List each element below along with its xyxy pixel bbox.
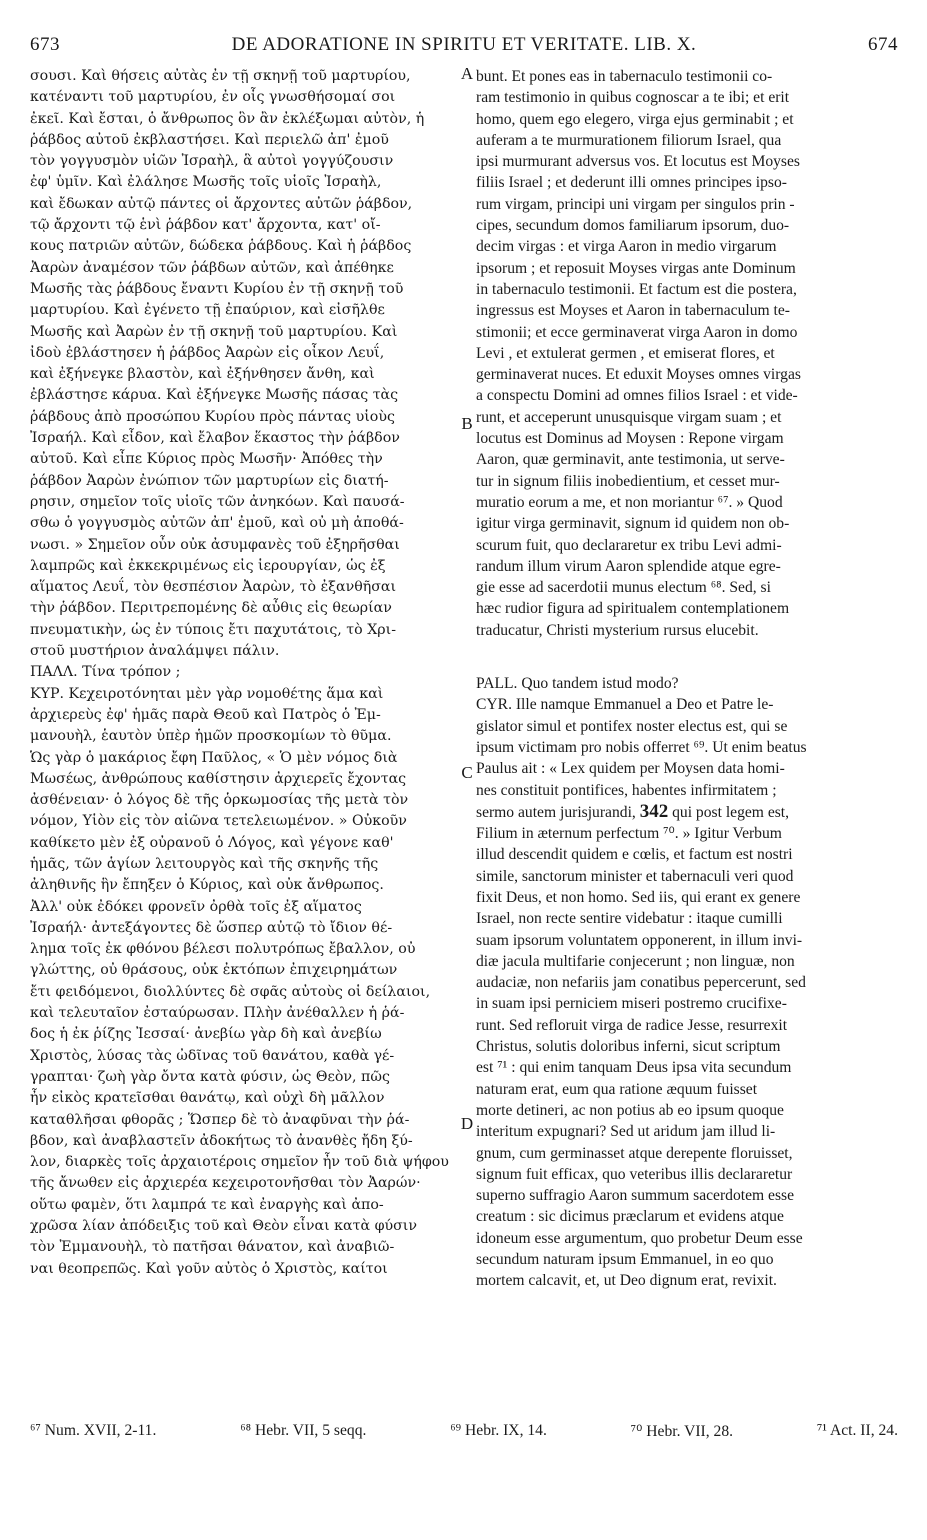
greek-text-line: ἔτι φειδόμενοι, διολλύντες δὲ σφᾶς αὐτοὺς οἱ δείλαιοι, xyxy=(30,983,431,1000)
latin-text-line: ipsum victimam pro nobis offerret ⁶⁹. Ut enim beatus xyxy=(476,738,807,756)
greek-text-line: ρησιν, σημεῖον τοῖς υἱοῖς τῶν ἀνηκόων. Καὶ παυσά- xyxy=(30,493,405,510)
greek-text-line: ἦν εἰκὸς κρατεῖσθαι θανάτῳ, καὶ οὐχὶ δὴ μᾶλλον xyxy=(30,1090,385,1107)
latin-text-line: ipsi murmurant adversus vos. Et locutus est Moyses xyxy=(476,153,800,171)
latin-text-line: homo, quem ego elegero, virga ejus germinabit ; et xyxy=(476,110,794,128)
greek-text-line: αἵματος Λευΐ, τὸν θεσπέσιον Ἀαρὼν, τὸ ἐξανθῆσαι xyxy=(30,579,397,596)
latin-text-line: Aaron, quæ germinavit, ante testimonia, ut serve- xyxy=(476,451,785,469)
greek-text-line: στοῦ μυστήριον ἀναλάμψει πάλιν. xyxy=(30,643,280,660)
latin-column xyxy=(476,66,898,1292)
running-header xyxy=(30,34,898,60)
latin-text-line: igitur virga germinavit, signum id quidem non ob- xyxy=(476,515,790,533)
greek-text-line: τὸν γογγυσμὸν υἱῶν Ἰσραὴλ, ἃ αὐτοὶ γογγύζουσιν xyxy=(30,153,394,170)
latin-text-line: illud descendit quidem e cœlis, et factum est nostri xyxy=(476,846,793,864)
greek-text-line: ἀσθένειαν· ὁ λόγος δὲ τῆς ὁρκωμοσίας τῆς μετὰ τὸν xyxy=(30,792,409,809)
latin-text-line: idoneum esse argumentum, quo probetur Deum esse xyxy=(476,1229,803,1247)
latin-text-line: in suam ipsi perniciem miseri postremo crucifixe- xyxy=(476,995,787,1013)
greek-column xyxy=(30,66,458,1280)
latin-text-line: hæc rudior figura ad spiritualem contemplationem xyxy=(476,600,790,618)
greek-text-line: ἰδοὺ ἐβλάστησεν ἡ ῥάβδος Ἀαρὼν εἰς οἶκον Λευΐ, xyxy=(30,344,385,361)
footnote: ⁷⁰ Hebr. VII, 28. xyxy=(630,1423,734,1440)
greek-text-line: καταθλῆσαι φθορᾶς ; Ὥσπερ δὲ τὸ ἀναφῦναι τὴν ῥά- xyxy=(30,1111,410,1128)
latin-text-line: creatum : sic dicimus præclarum et evidens atque xyxy=(476,1208,784,1226)
greek-text-line: καὶ ἐξήνεγκε βλαστὸν, καὶ ἐξήνθησεν ἄνθη, καὶ xyxy=(30,366,375,383)
latin-text-line: signum fuit efficax, quo veteribus illis declararetur xyxy=(476,1165,793,1183)
latin-text-line: fixit Deus, et non homo. Sed iis, qui erant ex genere xyxy=(476,888,801,906)
latin-text-fragment: sermo autem jurisjurandi, xyxy=(476,803,640,821)
greek-text-line: ἐκεῖ. Καὶ ἔσται, ὁ ἄνθρωπος ὃν ἂν ἐκλέξωμαι αὐτὸν, ἡ xyxy=(30,110,425,127)
greek-text-line: ἐβλάστησε κάρυα. Καὶ ἐξήνεγκε Μωσῆς πάσας τὰς xyxy=(30,387,399,404)
greek-text-line: τῆς ἄνωθεν εἰς ἀρχιερέα κεχειροτονῆσθαι τὸν Ἀαρών· xyxy=(30,1175,421,1192)
greek-text-line: τὴν ῥάβδον. Περιτρεπομένης δὲ αὖθις εἰς θεωρίαν xyxy=(30,600,392,617)
latin-text-line: Israel, non recte sentire videbatur : itaque cumilli xyxy=(476,910,783,928)
page-number-right: 674 xyxy=(868,34,898,55)
latin-text-line: diæ jacula multifarie conjecerunt ; non linguæ, non xyxy=(476,952,795,970)
margin-letter-d: D xyxy=(460,1114,474,1133)
latin-text-line: runt. Sed refloruit virga de radice Jesse, resurrexit xyxy=(476,1016,788,1034)
latin-text-line: naturam erat, eum qua ratione æquum fuisset xyxy=(476,1080,758,1098)
latin-text-line: ipsorum ; et reposuit Moyses virgas ante Dominum xyxy=(476,259,796,277)
latin-text-line: Filium in æternum perfectum ⁷⁰. » Igitur Verbum xyxy=(476,825,782,843)
greek-text-line: Μωσέως, ἀνθρώπους καθίστησιν ἀρχιερεῖς ἔχοντας xyxy=(30,770,407,787)
footnotes xyxy=(30,1422,898,1441)
footnote: ⁶⁸ Hebr. VII, 5 seqq. xyxy=(240,1422,367,1439)
running-title: DE ADORATIONE IN SPIRITU ET VERITATE. LIB. X. xyxy=(231,34,697,55)
footnote: ⁶⁹ Hebr. IX, 14. xyxy=(450,1422,547,1439)
latin-text-line: suam ipsorum voluntatem opponerent, in illum invi- xyxy=(476,931,803,949)
margin-letter-c: C xyxy=(461,763,473,782)
latin-text-line: mortem calcavit, et, ut Deo dignum erat, revixit. xyxy=(476,1272,777,1290)
latin-text-line: audaciæ, non nefariis jam conatibus pepercerunt, sed xyxy=(476,974,806,992)
latin-text-line: cipes, secundum domos familiarum ipsorum, duo- xyxy=(476,217,790,235)
latin-text-line: secundum naturam ipsum Emmanuel, in eo quo xyxy=(476,1251,774,1269)
greek-text-line: ἐφ' ὑμῖν. Καὶ ἐλάλησε Μωσῆς τοῖς υἱοῖς Ἰσραὴλ, xyxy=(30,174,382,191)
greek-text-line: Μωσῆς καὶ Ἀαρὼν ἐν τῇ σκηνῇ τοῦ μαρτυρίου. Καὶ xyxy=(30,323,398,340)
greek-text-line: ΠΑΛΛ. Τίνα τρόπον ; xyxy=(30,664,181,681)
original-page-number: 342 xyxy=(639,800,669,822)
greek-text-line: Ὡς γὰρ ὁ μακάριος ἔφη Παῦλος, « Ὁ μὲν νόμος διὰ xyxy=(30,749,398,766)
greek-text-line: Ἀλλ' οὐκ ἐδόκει φρονεῖν ὀρθὰ τοῖς ἐξ αἵματος xyxy=(30,898,362,915)
latin-text-line: gislator simul et pontifex noster electus est, qui se xyxy=(476,717,788,735)
latin-text-line: nes constituit pontifices, habentes infirmitatem ; xyxy=(476,781,777,799)
latin-text-line: locutus est Dominus ad Moysen : Repone virgam xyxy=(476,430,784,448)
greek-text-line: βδον, καὶ ἀναβλαστεῖν ἀδοκήτως τὸ ἀνανθὲς ἤδη ξύ- xyxy=(30,1132,413,1149)
greek-text-line: ῥάβδος αὐτοῦ ἐκβλαστήσει. Καὶ περιελῶ ἀπ' ἐμοῦ xyxy=(30,131,389,148)
latin-text-line: muratio eorum a me, et non moriantur ⁶⁷. » Quod xyxy=(476,493,783,511)
latin-text-line: rum virgam, principi uni virgam per singulos prin - xyxy=(476,195,795,213)
margin-letter-b: B xyxy=(461,414,473,433)
latin-text-line: in tabernaculo testimonii. Et factum est die postera, xyxy=(476,280,797,298)
latin-text-line: ingressus est Moyses et Aaron in tabernaculum te- xyxy=(476,302,790,320)
greek-text-line: οὕτω φαμὲν, ὅτι λαμπρά τε καὶ ἐναργὴς καὶ ἀπο- xyxy=(30,1196,384,1213)
greek-text-line: νόμον, Υἱὸν εἰς τὸν αἰῶνα τετελειωμένον. » Οὐκοῦν xyxy=(30,813,407,830)
latin-text-line xyxy=(476,801,898,823)
latin-text-line: Christus, solutis doloribus inferni, sicut scriptum xyxy=(476,1038,781,1056)
greek-text-line: πνευματικὴν, ὡς ἐν τύποις ἔτι παχυτάτοις, τὸ Χρι- xyxy=(30,621,396,638)
latin-text-line: PALL. Quo tandem istud modo? xyxy=(476,675,679,693)
latin-text-line: tur in signum filiis inobedientium, et cesset mur- xyxy=(476,472,780,490)
greek-text-line: δος ἡ ἐκ ῥίζης Ἰεσσαί· ἀνεβίω γὰρ δὴ καὶ ἀνεβίω xyxy=(30,1026,382,1043)
greek-text-line: γραπται· ζωὴ γὰρ ὄντα κατὰ φύσιν, ὡς Θεὸν, πῶς xyxy=(30,1068,390,1085)
latin-text-line: superno suffragio Aaron summum sacerdotem esse xyxy=(476,1187,795,1205)
latin-text-line: morte detineri, ac non potius ab eo ipsum quoque xyxy=(476,1101,784,1119)
page-number-left: 673 xyxy=(30,34,60,55)
footnote: ⁷¹ Act. II, 24. xyxy=(816,1422,898,1439)
greek-text-line: καθίκετο μὲν ἐξ οὐρανοῦ ὁ Λόγος, καὶ γέγονε καθ' xyxy=(30,834,394,851)
greek-text-line: καὶ τελευταῖον ἐσταύρωσαν. Πλὴν ἀνέθαλλεν ἡ ῥά- xyxy=(30,1005,405,1022)
latin-text-line: gie esse ad sacerdotii munus electum ⁶⁸. Sed, si xyxy=(476,579,771,597)
latin-text-line: scurum fuit, quo declararetur ex tribu Levi admi- xyxy=(476,536,782,554)
latin-text-line: gnum, cum germinasset atque derepente floruisset, xyxy=(476,1144,793,1162)
latin-text-line: ram testimonio in quibus cognoscar a te ibi; et erit xyxy=(476,89,790,107)
latin-text-line: a conspectu Domini ad omnes filios Israel : et vide- xyxy=(476,387,798,405)
latin-text-line: stimonii; et ecce germinaverat virga Aaron in domo xyxy=(476,323,798,341)
greek-text-line: Χριστὸς, λύσας τὰς ὠδῖνας τοῦ θανάτου, καθὰ γέ- xyxy=(30,1047,395,1064)
greek-text-line: μαρτυρίου. Καὶ ἐγένετο τῇ ἐπαύριον, καὶ εἰσῆλθε xyxy=(30,302,385,319)
greek-text-line: γλώττης, οὐ θράσους, οὐκ ἐκτόπων ἐπιχειρημάτων xyxy=(30,962,398,979)
latin-text-line: interitum expugnari? Sed ut aridum jam illud li- xyxy=(476,1123,776,1141)
latin-text-line: auferam a te murmurationem filiorum Israel, qua xyxy=(476,131,782,149)
greek-text-line: Ἰσραήλ. Καὶ εἶδον, καὶ ἔλαβον ἕκαστος τὴν ῥάβδον xyxy=(30,430,400,447)
greek-text-line: καὶ ἔδωκαν αὐτῷ πάντες οἱ ἄρχοντες αὐτῶν ῥάβδον, xyxy=(30,195,413,212)
greek-text-line: ἀρχιερεὺς ἐφ' ἡμᾶς παρὰ Θεοῦ καὶ Πατρὸς ὁ Ἐμ- xyxy=(30,706,381,723)
greek-text-line: τῷ ἄρχοντι τῷ ἑνὶ ῥάβδον κατ' ἄρχοντα, κατ' οἴ- xyxy=(30,217,381,234)
greek-text-line: ΚΥΡ. Κεχειροτόνηται μὲν γὰρ νομοθέτης ἅμα καὶ xyxy=(30,685,384,702)
paragraph-gap xyxy=(476,641,898,673)
footnote: ⁶⁷ Num. XVII, 2-11. xyxy=(30,1422,157,1439)
greek-text-line: σουσι. Καὶ θήσεις αὐτὰς ἐν τῇ σκηνῇ τοῦ μαρτυρίου, xyxy=(30,68,411,84)
latin-text-line: runt, et acceperunt unusquisque virgam suam ; et xyxy=(476,408,782,426)
greek-text-line: ἀληθινῆς ἣν ἔπηξεν ὁ Κύριος, καὶ οὐκ ἄνθρωπος. xyxy=(30,877,384,894)
greek-text-line: Μωσῆς τὰς ῥάβδους ἔναντι Κυρίου ἐν τῇ σκηνῇ τοῦ xyxy=(30,280,404,297)
greek-text-line: λον, διαρκὲς τοῖς ἀρχαιοτέροις σημεῖον ἦν τοῦ διὰ ψήφου xyxy=(30,1154,449,1171)
greek-text-line: κους πατριῶν αὐτῶν, δώδεκα ῥάβδους. Καὶ ἡ ῥάβδος xyxy=(30,238,412,255)
greek-text-line: ναι θεοπρεπῶς. Καὶ γοῦν αὐτὸς ὁ Χριστὸς, καίτοι xyxy=(30,1260,388,1277)
latin-text-line: filiis Israel ; et dederunt illi omnes principes ipso- xyxy=(476,174,787,192)
greek-text-line: κατέναντι τοῦ μαρτυρίου, ἐν οἷς γνωσθήσομαί σοι xyxy=(30,89,396,106)
greek-text-line: λημα τοῖς ἐκ φθόνου βέλεσι πολυτρόπως ἔβαλλον, οὐ xyxy=(30,941,416,958)
greek-text-line: Ἰσραήλ· ἀντεξάγοντες δὲ ὥσπερ αὐτῷ τὸ ἴδιον θέ- xyxy=(30,919,393,936)
greek-text-line: νωσι. » Σημεῖον οὖν οὐκ ἀσυμφανὲς τοῦ ἐξηρῆσθαι xyxy=(30,536,400,553)
greek-text-line: αὐτοῦ. Καὶ εἶπε Κύριος πρὸς Μωσῆν· Ἀπόθες τὴν xyxy=(30,451,383,468)
greek-text-line: τὸν Ἐμμανουὴλ, τὸ πατῆσαι θάνατον, καὶ ἀναβιῶ- xyxy=(30,1239,395,1256)
greek-text-line: ῥάβδους ἀπὸ προσώπου Κυρίου πρὸς πάντας υἱοὺς xyxy=(30,408,395,425)
greek-text-line: ῥάβδον Ἀαρὼν ἐνώπιον τῶν μαρτυρίων εἰς διατή- xyxy=(30,472,389,489)
latin-text-line: simile, sanctorum minister et tabernaculi veri quod xyxy=(476,867,794,885)
greek-text-line: Ἀαρὼν ἀναμέσον τῶν ῥάβδων αὐτῶν, καὶ ἀπέθηκε xyxy=(30,259,394,276)
greek-text-line: σθω ὁ γογγυσμὸς αὐτῶν ἀπ' ἐμοῦ, καὶ οὐ μὴ ἀποθά- xyxy=(30,515,404,532)
latin-text-line: traducatur, Christi mysterium rursus elucebit. xyxy=(476,621,759,639)
greek-text-line: μανουὴλ, ἑαυτὸν ὑπὲρ ἡμῶν προσκομίων τὸ θῦμα. xyxy=(30,728,392,745)
greek-text-line: χρῶσα λίαν ἀπόδειξις τοῦ καὶ Θεὸν εἶναι κατὰ φύσιν xyxy=(30,1218,417,1235)
latin-text-line: decim virgas : et virga Aaron in medio virgarum xyxy=(476,238,777,256)
latin-text-line: Paulus ait : « Lex quidem per Moysen data homi- xyxy=(476,760,785,778)
latin-text-line: bunt. Et pones eas in tabernaculo testimonii co- xyxy=(476,68,773,85)
greek-text-line: ἡμᾶς, τῶν ἁγίων λειτουργὸς καὶ τῆς σκηνῆς τῆς xyxy=(30,855,379,872)
greek-text-line: λαμπρῶς καὶ ἐκκεκριμένως εἰς ἱερουργίαν, ὡς ἐξ xyxy=(30,557,386,574)
latin-text-line: est ⁷¹ : qui enim tanquam Deus ipsa vita secundum xyxy=(476,1059,792,1077)
latin-text-fragment: qui post legem est, xyxy=(668,803,790,821)
latin-text-line: germinaverat nuces. Et eduxit Moyses omnes virgas xyxy=(476,366,801,384)
margin-letter-a: A xyxy=(460,64,474,83)
latin-text-line: randum illum virum Aaron splendide atque egre- xyxy=(476,557,781,575)
latin-text-line: Levi , et extulerat germen , et emiserat flores, et xyxy=(476,344,775,362)
latin-text-line: CYR. Ille namque Emmanuel a Deo et Patre le- xyxy=(476,696,774,714)
